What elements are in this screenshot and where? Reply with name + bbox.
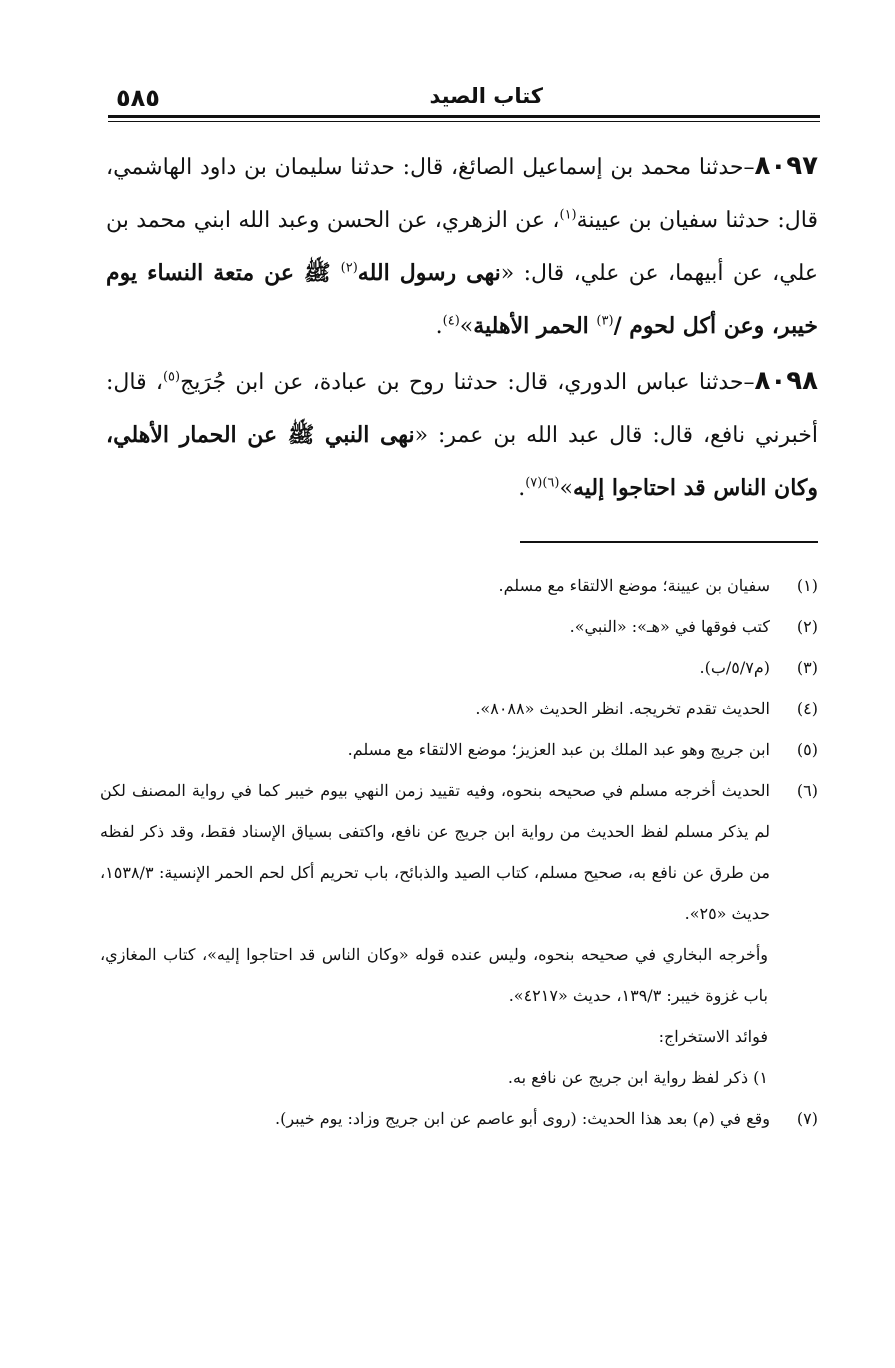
running-title: كتاب الصيد bbox=[429, 84, 543, 108]
hadith-8097 bbox=[106, 140, 818, 353]
footnote-ref[interactable]: (٤) bbox=[442, 313, 460, 329]
footnote-ref[interactable]: (٧) bbox=[525, 475, 543, 491]
footnote-6 bbox=[100, 770, 820, 934]
footnote-6-fawaid-item bbox=[100, 1057, 820, 1098]
footnote-number: (٧) bbox=[796, 1109, 818, 1128]
footnote-ref[interactable]: (٦) bbox=[542, 475, 560, 491]
hadith-text: . bbox=[435, 314, 443, 339]
header-rule-thin bbox=[108, 121, 820, 122]
hadith-text: ، عن الزهري، عن الحسن وعبد الله ابني محمد بن علي، عن أبيهما، عن علي، قال: « bbox=[106, 208, 818, 286]
hadith-text: –حدثنا عباس الدوري، قال: حدثنا روح بن عبادة، عن ابن جُرَيج bbox=[180, 370, 755, 395]
footnote-text: الحديث أخرجه مسلم في صحيحه بنحوه، وفيه تقييد زمن النهي بيوم خيبر كما في رواية المصنف لكن لم يذكر مسلم لفظ الحديث من رواية ابن جريج عن نافع، واكتفى بسياق الإسناد فقط، وقد ذكر لفظه من طرق عن نافع به، صحيح مسلم، كتاب الصيد والذبائح، باب تحريم أكل لحم الحمر الإنسية: ١٥٣٨/٣، حديث «٢٥». bbox=[100, 781, 770, 923]
footnote-number: (٣) bbox=[796, 658, 818, 677]
footnote-ref[interactable]: (٢) bbox=[340, 260, 358, 276]
footnote-5 bbox=[100, 729, 820, 770]
footnote-ref[interactable]: (٥) bbox=[162, 369, 181, 385]
header-rule-thick bbox=[108, 115, 820, 118]
footnote-6-bukhari bbox=[100, 934, 820, 1016]
hadith-matn: ﷺ عن متعة النساء يوم خيبر، وعن أكل لحوم / bbox=[106, 260, 818, 339]
main-text bbox=[106, 140, 818, 515]
page-number: ٥٨٥ bbox=[116, 84, 160, 112]
hadith-text: –حدثنا محمد بن إسماعيل الصائغ، قال: حدثنا سليمان بن داود الهاشمي، قال: حدثنا سفيان بن عيينة bbox=[106, 155, 818, 233]
footnote-text: كتب فوقها في «هـ»: «النبي». bbox=[569, 617, 770, 636]
hadith-matn: نهى النبي ﷺ عن الحمار الأهلي، وكان الناس قد احتاجوا إليه bbox=[106, 422, 818, 501]
footnote-number: (٦) bbox=[796, 781, 818, 800]
footnote-text: ابن جريج وهو عبد الملك بن عبد العزيز؛ موضع الالتقاء مع مسلم. bbox=[347, 740, 770, 759]
footnote-1 bbox=[100, 565, 820, 606]
footnote-number: (٢) bbox=[796, 617, 818, 636]
footnote-number: (٤) bbox=[796, 699, 818, 718]
hadith-text: ، قال: أخبرني نافع، قال: قال عبد الله بن عمر: « bbox=[106, 370, 818, 448]
footnote-text: فوائد الاستخراج: bbox=[658, 1027, 768, 1046]
footnote-text: ١) ذكر لفظ رواية ابن جريج عن نافع به. bbox=[507, 1068, 768, 1087]
hadith-8098 bbox=[106, 355, 818, 515]
footnote-ref[interactable]: (٣) bbox=[596, 313, 614, 329]
hadith-text: » bbox=[459, 314, 474, 339]
footnotes bbox=[100, 565, 820, 1139]
hadith-text: . bbox=[518, 476, 526, 501]
footnote-text: (م٥/٧/ب). bbox=[699, 658, 770, 677]
hadith-matn: الحمر الأهلية bbox=[473, 313, 597, 339]
footnote-text: الحديث تقدم تخريجه. انظر الحديث «٨٠٨٨». bbox=[475, 699, 770, 718]
page-header bbox=[108, 80, 818, 112]
footnote-7 bbox=[100, 1098, 820, 1139]
hadith-matn: نهى رسول الله bbox=[357, 260, 501, 286]
footnote-2 bbox=[100, 606, 820, 647]
footnote-3 bbox=[100, 647, 820, 688]
footnote-text: وقع في (م) بعد هذا الحديث: (روى أبو عاصم عن ابن جريج وزاد: يوم خيبر). bbox=[274, 1109, 770, 1128]
footnote-4 bbox=[100, 688, 820, 729]
hadith-number: ٨٠٩٨ bbox=[754, 366, 818, 396]
hadith-number: ٨٠٩٧ bbox=[754, 151, 818, 181]
footnote-number: (٥) bbox=[796, 740, 818, 759]
footnote-ref[interactable]: (١) bbox=[559, 207, 577, 223]
footnote-separator bbox=[520, 541, 818, 543]
footnote-text: سفيان بن عيينة؛ موضع الالتقاء مع مسلم. bbox=[498, 576, 770, 595]
footnote-text: وأخرجه البخاري في صحيحه بنحوه، وليس عنده قوله «وكان الناس قد احتاجوا إليه»، كتاب المغازي، باب غزوة خيبر: ١٣٩/٣، حديث «٤٢١٧». bbox=[100, 945, 768, 1005]
footnote-number: (١) bbox=[796, 576, 818, 595]
hadith-text: » bbox=[559, 476, 573, 501]
footnote-6-fawaid-title bbox=[100, 1016, 820, 1057]
